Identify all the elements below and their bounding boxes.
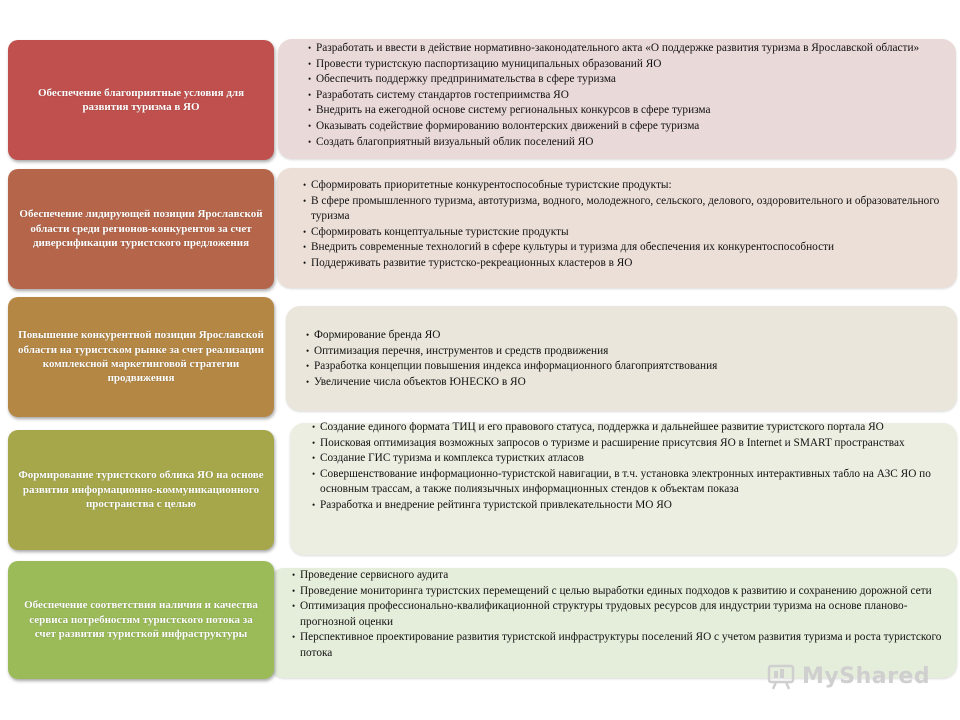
goal-2-title-box [8, 169, 274, 289]
goal-1-tasks-panel [278, 39, 956, 159]
list-item: • Увеличение числа объектов ЮНЕСКО в ЯО [306, 375, 947, 391]
goal-3-tasks-list [306, 328, 947, 390]
list-item: • Разработка и внедрение рейтинга туристской привлекательности МО ЯО [312, 498, 947, 514]
list-item: • Совершенствование информационно-туристской навигации, в т.ч. установка электронных интерактивных табло на АЗС ЯО по основным трассам, а также полиязычных информационных стендов к объектам показа [312, 467, 947, 498]
list-item: • Оптимизация перечня, инструментов и средств продвижения [306, 344, 947, 360]
goal-5-tasks-list [292, 568, 945, 662]
list-item: • Перспективное проектирование развития туристской инфраструктуры поселений ЯО с учетом развития туризма и роста туристского потока [292, 630, 945, 661]
list-item: • Создать благоприятный визуальный облик поселений ЯО [308, 135, 946, 151]
goal-4-tasks-panel [290, 423, 957, 555]
goal-5-title-box [8, 561, 274, 679]
list-item: • Внедрить современные технологий в сфере культуры и туризма для обеспечения их конкурентоспособности [303, 240, 947, 256]
myshared-watermark [766, 654, 930, 698]
list-item: • В сфере промышленного туризма, автотуризма, водного, молодежного, сельского, делового, оздоровительного и образовательного туризма [303, 194, 947, 225]
list-item: • Поисковая оптимизация возможных запросов о туризме и расширение присутсвия ЯО в Internet и SMART пространствах [312, 436, 947, 452]
list-item: • Формирование бренда ЯО [306, 328, 947, 344]
list-item: • Создание единого формата ТИЦ и его правового статуса, поддержка и дальнейшее развитие туристского портала ЯО [312, 420, 947, 436]
goal-4-tasks-list [312, 420, 947, 514]
goal-2-tasks-panel [277, 168, 957, 288]
list-item: • Проведение мониторинга туристских перемещений с целью выработки единых подходов к развитию и сохранению дорожной сети [292, 584, 945, 600]
list-item: • Разработать и ввести в действие нормативно-законодательного акта «О поддержке развития туризма в Ярославской области» [308, 41, 946, 57]
list-item: • Внедрить на ежегодной основе систему региональных конкурсов в сфере туризма [308, 103, 946, 119]
goal-3-title: Повышение конкурентной позиции Ярославской области на туристском рынке за счет реализации комплексной маркетинговой стратегии продвижения [18, 329, 264, 385]
list-item: • Разработать систему стандартов гостеприимства ЯО [308, 88, 946, 104]
list-item: • Создание ГИС туризма и комплекса туристких атласов [312, 451, 947, 467]
goal-5-title: Обеспечение соответствия наличия и качества сервиса потребностям туристского потока за счет развития туристкой инфраструктуры [24, 599, 258, 641]
goal-2-tasks-list [303, 178, 947, 272]
goal-3-tasks-panel [286, 306, 957, 411]
goal-3-title-box [8, 297, 274, 417]
goal-2-title: Обеспечение лидирующей позиции Ярославской области среди регионов-конкурентов за счет диверсификации туристского предложения [19, 208, 263, 250]
goal-1-tasks-list [308, 41, 946, 150]
goal-4-title-box [8, 430, 274, 550]
list-item: • Оказывать содействие формированию волонтерских движений в сфере туризма [308, 119, 946, 135]
goal-1-title-box [8, 40, 274, 160]
list-item: • Поддерживать развитие туристско-рекреационных кластеров в ЯО [303, 256, 947, 272]
presentation-board-icon [766, 661, 796, 691]
list-item: • Разработка концепции повышения индекса информационного благоприятствования [306, 359, 947, 375]
watermark-text: MyShared [802, 663, 931, 689]
list-item: • Провести туристскую паспортизацию муниципальных образований ЯО [308, 57, 946, 73]
goal-4-title: Формирование туристского облика ЯО на основе развития информационно-коммуникационного пространства с целью [18, 469, 264, 511]
list-item: • Сформировать приоритетные конкурентоспособные туристские продукты: [303, 178, 947, 194]
list-item: • Оптимизация профессионально-квалификационной структуры трудовых ресурсов для индустрии туризма на основе планово-прогнозной оценки [292, 599, 945, 630]
list-item: • Сформировать концептуальные туристские продукты [303, 225, 947, 241]
list-item: • Проведение сервисного аудита [292, 568, 945, 584]
list-item: • Обеспечить поддержку предпринимательства в сфере туризма [308, 72, 946, 88]
goal-1-title: Обеспечение благоприятные условия для развития туризма в ЯО [37, 86, 245, 113]
